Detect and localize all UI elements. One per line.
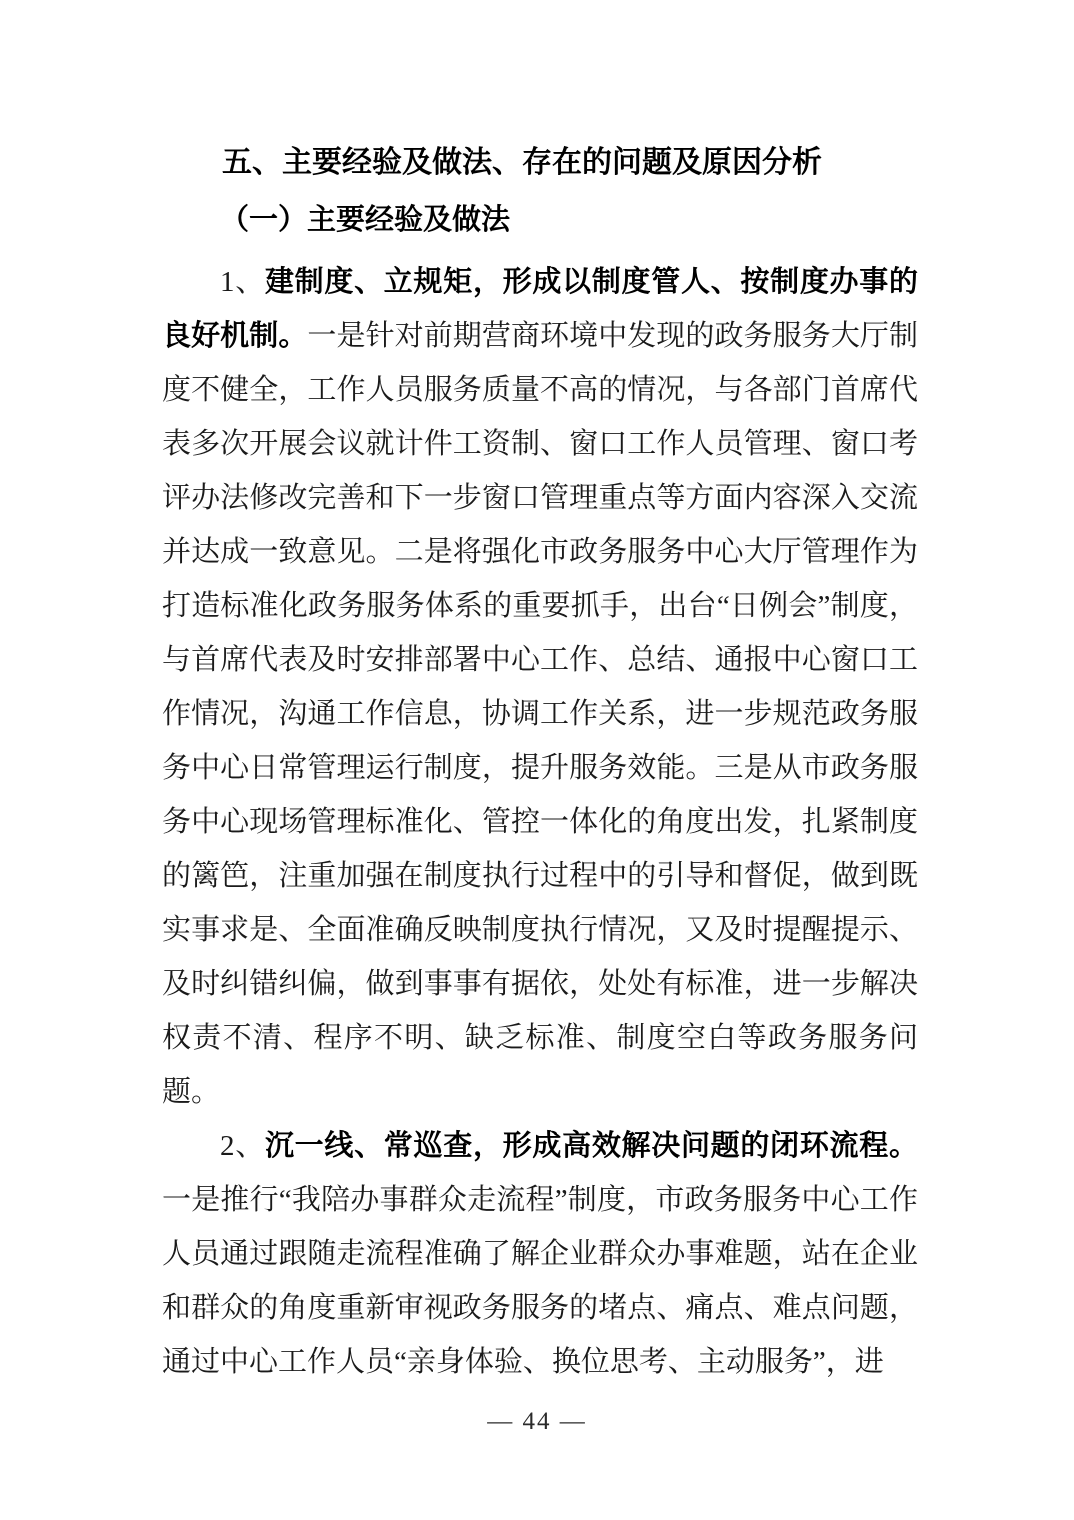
paragraph-1-lead: 建制度、立规矩，形成以制度管人、按制度办事的良好机制。 [162, 266, 918, 352]
paragraph-1-body: 一是针对前期营商环境中发现的政务服务大厅制度不健全，工作人员服务质量不高的情况，与各部门首席代表多次开展会议就计件工资制、窗口工作人员管理、窗口考评办法修改完善和下一步窗口管理重点等方面内容深入交流并达成一致意见。二是将强化市政务服务中心大厅管理作为打造标准化政务服务体系的重要抓手，出台“日例会”制度，与首席代表及时安排部署中心工作、总结、通报中心窗口工作情况，沟通工作信息，协调工作关系，进一步规范政务服务中心日常管理运行制度，提升服务效能。三是从市政务服务中心现场管理标准化、管控一体化的角度出发，扎紧制度的篱笆，注重加强在制度执行过程中的引导和督促，做到既实事求是、全面准确反映制度执行情况，又及时提醒提示、及时纠错纠偏，做到事事有据依，处处有标准，进一步解决权责不清、程序不明、缺乏标准、制度空白等政务服务问题。 [162, 320, 918, 1108]
paragraph-2-lead: 沉一线、常巡查，形成高效解决问题的闭环流程。 [264, 1130, 918, 1162]
paragraph-2-number: 2、 [220, 1130, 265, 1162]
document-content [162, 136, 918, 1389]
paragraph-2 [162, 1119, 918, 1389]
paragraph-2-body: 一是推行“我陪办事群众走流程”制度，市政务服务中心工作人员通过跟随走流程准确了解企业群众办事难题，站在企业和群众的角度重新审视政务服务的堵点、痛点、难点问题，通过中心工作人员“亲身体验、换位思考、主动服务”，进 [162, 1184, 918, 1378]
paragraph-1 [162, 255, 918, 1119]
subsection-heading: （一）主要经验及做法 [220, 204, 511, 236]
page-number: — 44 — [487, 1408, 587, 1435]
paragraph-1-number: 1、 [220, 266, 265, 298]
section-heading: 五、主要经验及做法、存在的问题及原因分析 [222, 146, 822, 179]
